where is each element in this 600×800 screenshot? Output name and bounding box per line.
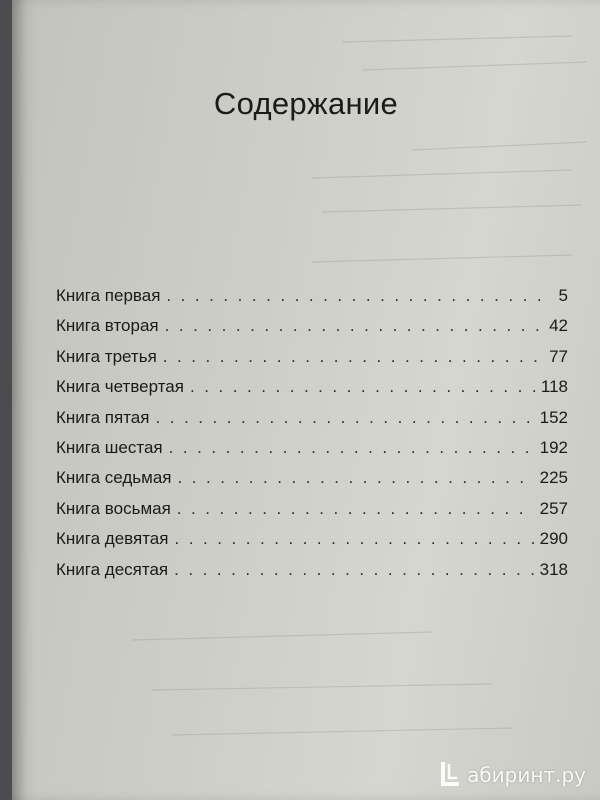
toc-entry-label: Книга первая [56, 286, 161, 305]
toc-entry-label: Книга девятая [56, 529, 169, 549]
toc-entry-page: 257 [539, 498, 568, 518]
page-title: Содержание [213, 86, 399, 121]
toc-entry-page: 290 [539, 529, 568, 549]
labirint-logo-icon [439, 762, 461, 788]
toc-entry-label: Книга восьмая [56, 498, 171, 518]
toc-entry-label: Книга десятая [56, 559, 169, 579]
toc-entry [56, 408, 568, 438]
toc-entry [56, 316, 568, 346]
toc-entry-label: Книга седьмая [56, 468, 172, 488]
toc-entry [56, 438, 568, 468]
toc-leader-dots [177, 499, 534, 519]
toc-entry-page: 152 [539, 407, 568, 427]
toc-leader-dots [174, 529, 533, 549]
toc-entry-page: 42 [549, 316, 568, 336]
toc-entry-label: Книга шестая [56, 437, 163, 457]
toc-leader-dots [190, 377, 535, 397]
toc-entry-page: 5 [558, 286, 568, 305]
toc-leader-dots [155, 408, 533, 428]
toc-entry [56, 560, 568, 590]
toc-entry-label: Книга четвертая [56, 377, 184, 397]
toc-entry-page: 77 [549, 346, 568, 366]
toc-entry [56, 286, 568, 316]
toc-entry-page: 225 [539, 468, 568, 488]
toc-entry [56, 377, 568, 407]
table-of-contents [56, 286, 568, 590]
toc-entry [56, 529, 568, 559]
toc-entry [56, 468, 568, 498]
toc-leader-dots [166, 286, 544, 306]
toc-entry-label: Книга третья [56, 346, 157, 366]
toc-entry [56, 499, 568, 529]
toc-entry-label: Книга пятая [56, 407, 150, 427]
toc-leader-dots [169, 438, 534, 458]
toc-entry-page: 318 [539, 559, 568, 579]
toc-entry-label: Книга вторая [56, 316, 159, 336]
toc-leader-dots [174, 560, 533, 580]
toc-entry [56, 347, 568, 377]
book-page [12, 0, 600, 800]
watermark-text: абиринт.ру [467, 763, 586, 787]
toc-leader-dots [178, 468, 534, 488]
toc-leader-dots [165, 316, 543, 336]
toc-leader-dots [163, 347, 543, 367]
toc-entry-page: 192 [539, 437, 568, 457]
toc-entry-page: 118 [540, 377, 568, 397]
watermark [439, 762, 586, 788]
